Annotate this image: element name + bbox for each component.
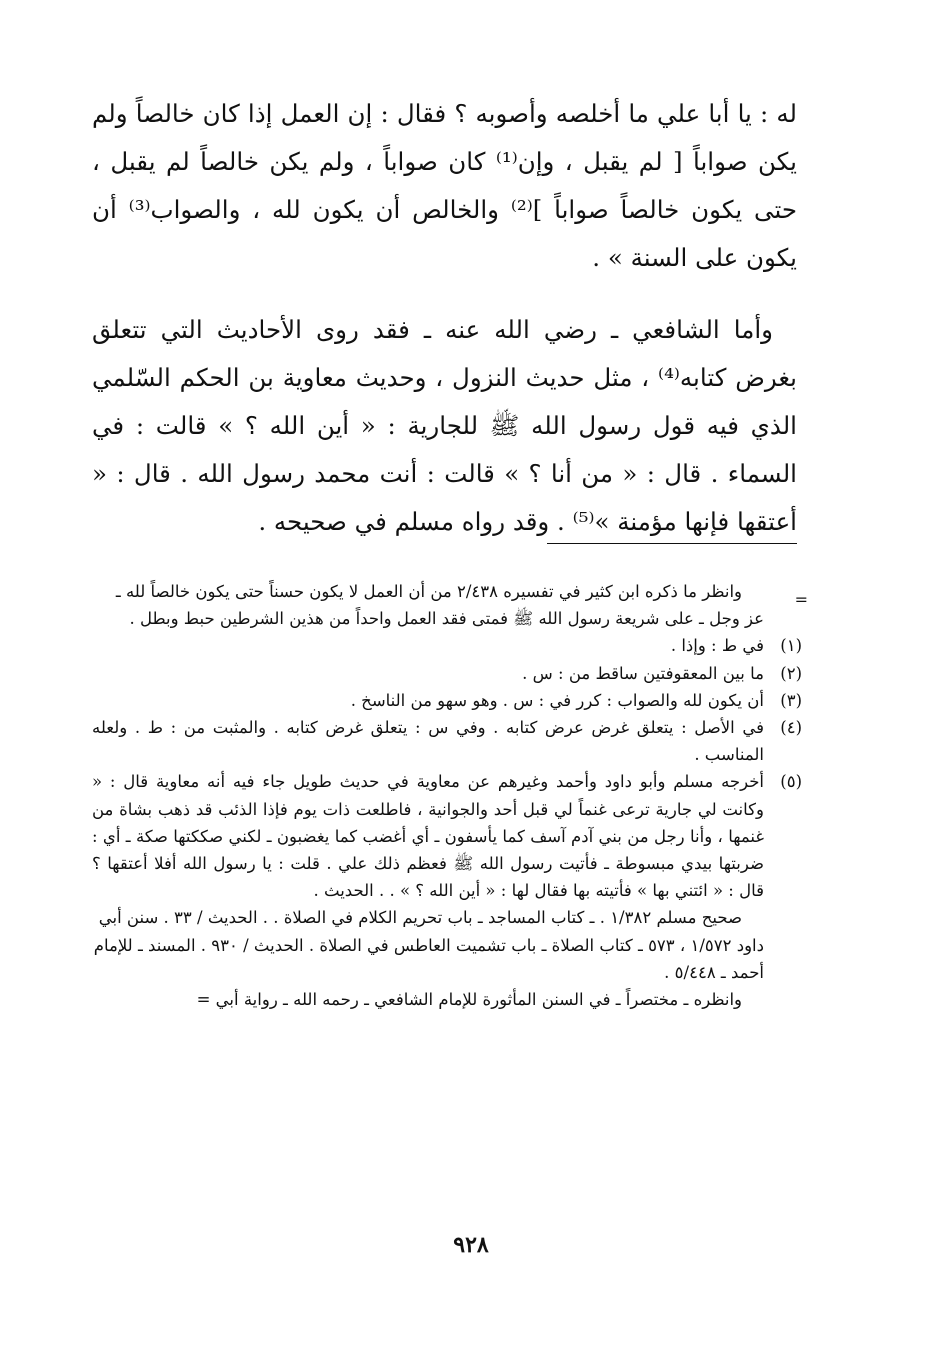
footnote-text: في ط : وإذا .	[670, 636, 764, 656]
footnote-text: ما بين المعقوفتين ساقط من : س .	[522, 663, 764, 683]
footnote-continued: وانظر ما ذكره ابن كثير في تفسيره ٢/٤٣٨ من أن العمل لا يكون حسناً حتى يكون خالصاً لله ـ عز وجل ـ على شريعة رسول الله ﷺ فمتى فقد العمل واحداً من هذين الشرطين حبط وبطل .	[115, 582, 764, 629]
footnote-text: أخرجه مسلم وأبو داود وأحمد وغيرهم عن معاوية في حديث طويل جاء فيه أنه معاوية قال : « وكانت لي جارية ترعى غنماً لي قبل أحد والجوانية ، فاطلعت ذات يوم فإذا الذئب قد ذهب بشاة من غنمها ، وأنا رجل من بني آدم آسف كما يأسفون ـ أي أغضب كما يغضبون ـ لكني صككتها صكة ـ أي : ضربتها بيدي مبسوطة ـ فأتيت رسول الله ﷺ فعظم ذلك علي . قلت : يا رسول الله أفلا أعتقها ؟ قال : « ائتني بها » فأتيته بها فقال لها : « أين الله ؟ » . . الحديث .	[92, 772, 764, 901]
footnote-5	[92, 768, 802, 904]
footnote-4	[92, 714, 802, 768]
footnote-text: أن يكون لله والصواب : كرر في : س . وهو سهو من الناسخ .	[350, 690, 764, 710]
footnote-reference: صحيح مسلم ١/٣٨٢ . ـ كتاب المساجد ـ باب تحريم الكلام في الصلاة . . الحديث / ٣٣ . سنن أبي داود ١/٥٧٢ ، ٥٧٣ ـ كتاب الصلاة ـ باب تشميت العاطس في الصلاة . الحديث / ٩٣٠ . المسند ـ للإمام أحمد ـ ٥/٤٤٨ .	[93, 908, 764, 982]
footnote-text: في الأصل : يتعلق غرض عرض كتابه . وفي س : يتعلق غرض كتابه . والمثبت من : ط . ولعله المناسب .	[92, 718, 764, 765]
continuation-marker: =	[794, 590, 808, 609]
footnote-separator	[547, 543, 797, 544]
footnote-3	[92, 687, 802, 714]
paragraph-text: وأما الشافعي ـ رضي الله عنه ـ فقد روى الأحاديث التي تتعلق بغرض كتابه⁽⁴⁾ ، مثل حديث النزول ، وحديث معاوية بن الحكم السّلمي الذي فيه قول رسول الله ﷺ للجارية : « أين الله ؟ » قالت : في السماء . قال : « من أنا ؟ » قالت : أنت محمد رسول الله . قال : « أعتقها فإنها مؤمنة »⁽⁵⁾ . وقد رواه مسلم في صحيحه .	[92, 315, 797, 536]
footnote-number: (١)	[780, 636, 802, 656]
footnote-1	[92, 632, 802, 659]
page-number: ٩٢٨	[453, 1232, 489, 1258]
footnote-number: (٤)	[780, 718, 802, 738]
main-paragraph-1	[92, 90, 797, 282]
footnote-last-line: وانظره ـ مختصراً ـ في السنن المأثورة للإمام الشافعي ـ رحمه الله ـ رواية أبي =	[196, 990, 742, 1010]
paragraph-text: له : يا أبا علي ما أخلصه وأصوبه ؟ فقال : إن العمل إذا كان خالصاً ولم يكن صواباً [ لم يقبل ، وإن⁽¹⁾ كان صواباً ، ولم يكن خالصاً لم يقبل ، حتى يكون خالصاً صواباً ]⁽²⁾ والخالص أن يكون لله ، والصواب⁽³⁾ أن يكون على السنة » .	[92, 99, 797, 272]
main-paragraph-2	[92, 306, 797, 546]
footnote-number: (٣)	[780, 690, 802, 710]
footnotes	[92, 578, 802, 1013]
footnote-number: (٢)	[780, 663, 802, 683]
footnote-number: (٥)	[780, 772, 802, 792]
footnote-2	[92, 660, 802, 687]
